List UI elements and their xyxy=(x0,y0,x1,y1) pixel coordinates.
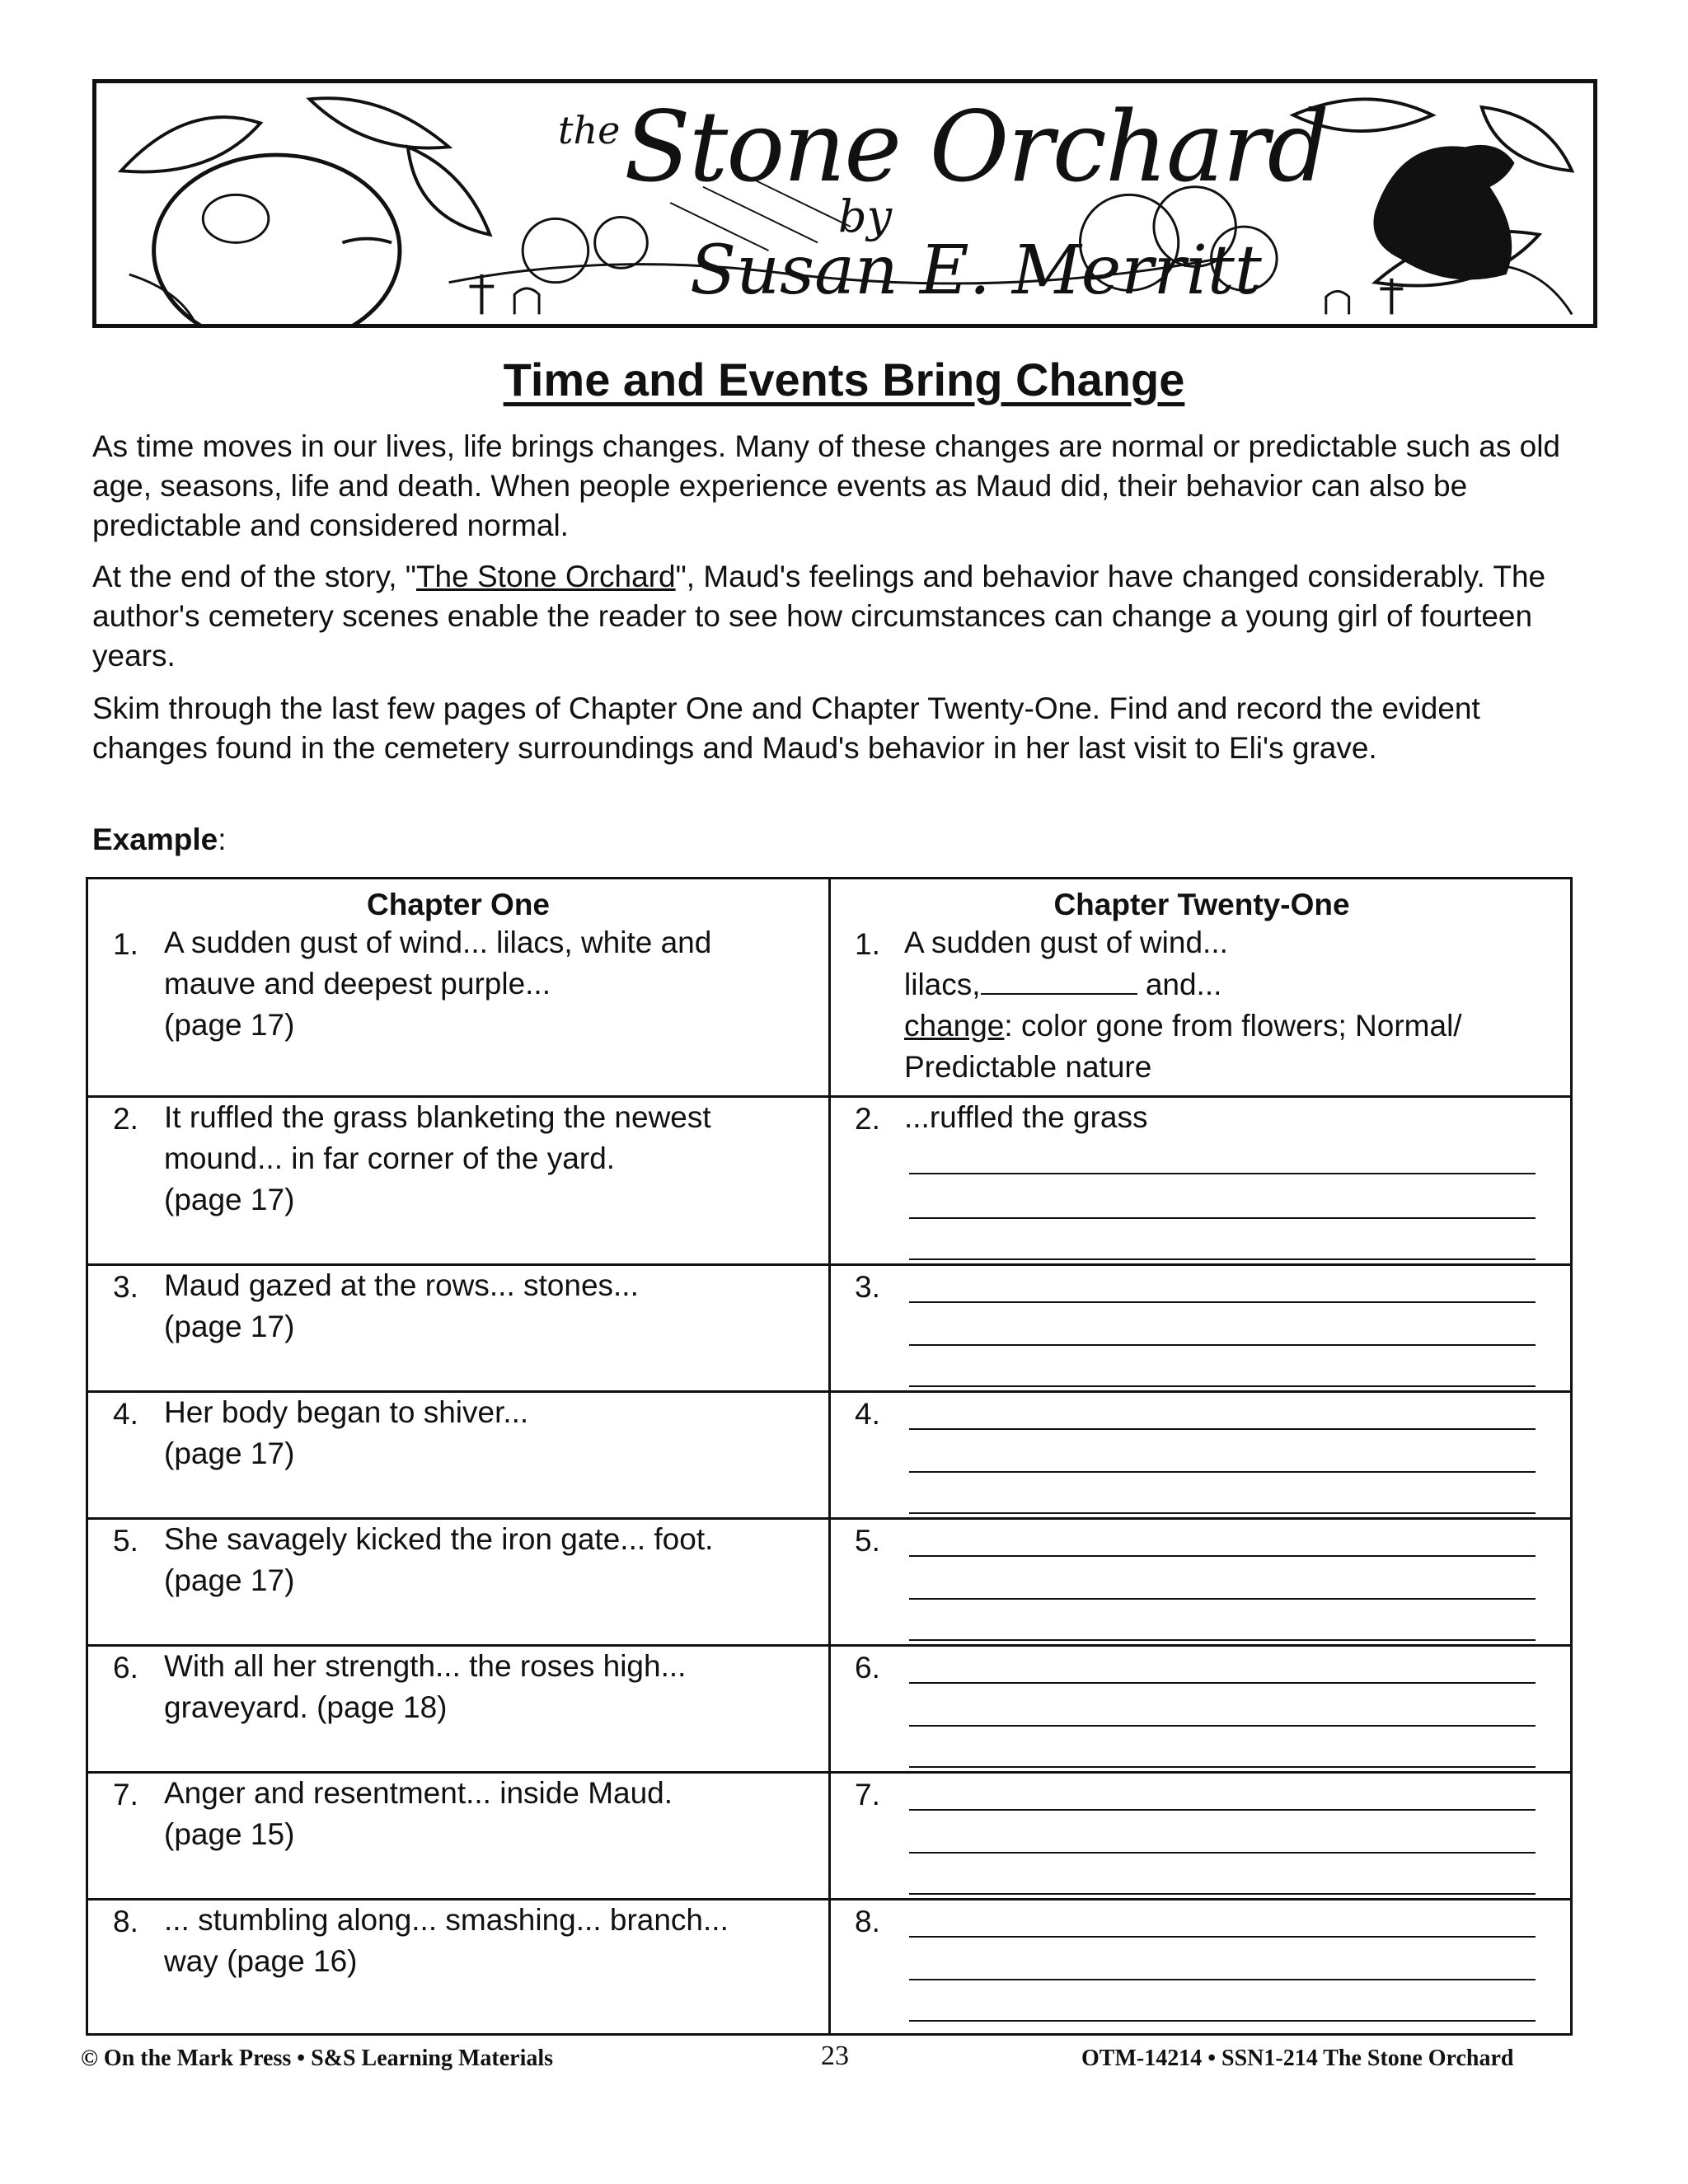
row-number: 7. xyxy=(113,1778,138,1811)
line: Her body began to shiver... xyxy=(164,1395,529,1429)
chapter-one-text xyxy=(164,1097,711,1221)
comparison-table xyxy=(86,877,1573,2036)
answer-line[interactable] xyxy=(909,2020,1536,2022)
footer-publisher: © On the Mark Press • S&S Learning Materials xyxy=(81,2046,554,2071)
lilacs-text: lilacs, xyxy=(904,968,981,1001)
line: way (page 16) xyxy=(164,1944,358,1978)
answer-line[interactable] xyxy=(909,1852,1536,1854)
row-number: 8. xyxy=(113,1905,138,1938)
answer-line[interactable] xyxy=(909,1301,1536,1303)
line: (page 17) xyxy=(164,1183,295,1216)
banner-title: Stone Orchard xyxy=(624,90,1329,204)
row-number: 5. xyxy=(113,1524,138,1558)
story-paragraph xyxy=(92,557,1592,676)
row-number: 5. xyxy=(855,1524,880,1558)
answer-line[interactable] xyxy=(909,1258,1536,1260)
line: She savagely kicked the iron gate... foot. xyxy=(164,1522,714,1556)
line: A sudden gust of wind... lilacs, white and xyxy=(164,926,712,959)
and-text: and... xyxy=(1145,968,1222,1001)
line xyxy=(904,1005,1462,1047)
header-chapter-twenty-one: Chapter Twenty-One xyxy=(1053,888,1350,921)
row-number: 4. xyxy=(855,1397,880,1431)
chapter-one-text xyxy=(164,1265,639,1347)
row-number: 6. xyxy=(855,1651,880,1685)
story-paragraph-after: ", Maud's feelings and behavior have changed considerably. The author's cemetery scenes enable the reader to see how circumstances can change a young girl of fourteen years. xyxy=(92,560,1546,673)
answer-line[interactable] xyxy=(909,1682,1536,1684)
line xyxy=(904,963,1462,1005)
answer-line[interactable] xyxy=(909,1979,1536,1980)
header-chapter-one: Chapter One xyxy=(366,888,551,921)
row-number: 7. xyxy=(855,1778,880,1811)
example-blank[interactable] xyxy=(981,963,1137,995)
line: ... stumbling along... smashing... branch... xyxy=(164,1903,729,1937)
column-divider xyxy=(828,879,831,2033)
chapter-one-text xyxy=(164,1392,528,1474)
chapter-one-text xyxy=(164,1773,673,1855)
banner-author: Susan E. Merritt xyxy=(690,232,1262,310)
row-number: 3. xyxy=(113,1270,138,1304)
row-number: 2. xyxy=(855,1102,880,1136)
page-title: Time and Events Bring Change xyxy=(503,354,1185,405)
answer-line[interactable] xyxy=(909,1725,1536,1727)
line: mound... in far corner of the yard. xyxy=(164,1141,616,1175)
chapter-one-text xyxy=(164,1900,729,1982)
chapter-one-text xyxy=(164,922,711,1046)
line: Maud gazed at the rows... stones... xyxy=(164,1268,639,1302)
line: It ruffled the grass blanketing the newest xyxy=(164,1100,711,1134)
answer-line[interactable] xyxy=(909,1598,1536,1600)
row-number: 8. xyxy=(855,1905,880,1938)
row-number: 2. xyxy=(113,1102,138,1136)
change-text: : color gone from flowers; Normal/ xyxy=(1004,1009,1462,1043)
line: (page 17) xyxy=(164,1008,295,1042)
answer-line[interactable] xyxy=(909,1639,1536,1641)
line: Anger and resentment... inside Maud. xyxy=(164,1776,673,1810)
story-title-link: The Stone Orchard xyxy=(415,560,676,593)
answer-line[interactable] xyxy=(909,1173,1536,1174)
answer-line[interactable] xyxy=(909,1512,1536,1514)
line: Predictable nature xyxy=(904,1050,1152,1084)
line: With all her strength... the roses high... xyxy=(164,1649,687,1683)
example-label-colon: : xyxy=(218,823,227,856)
row-number: 1. xyxy=(855,927,880,961)
answer-line[interactable] xyxy=(909,1428,1536,1430)
line: (page 15) xyxy=(164,1817,295,1851)
answer-line[interactable] xyxy=(909,1217,1536,1219)
intro-paragraph: As time moves in our lives, life brings changes. Many of these changes are normal or predictable such as old age, seasons, life and death. When people experience events as Maud did, their behavior can also be predictable and considered normal. xyxy=(92,429,1561,542)
chapter-one-text xyxy=(164,1646,686,1728)
answer-line[interactable] xyxy=(909,1471,1536,1473)
row-number: 3. xyxy=(855,1270,880,1304)
answer-line[interactable] xyxy=(909,1809,1536,1811)
answer-line[interactable] xyxy=(909,1936,1536,1938)
answer-line[interactable] xyxy=(909,1385,1536,1387)
line: mauve and deepest purple... xyxy=(164,967,551,1001)
line: (page 17) xyxy=(164,1310,295,1343)
chapter-twenty-one-example xyxy=(904,922,1462,1088)
answer-line[interactable] xyxy=(909,1344,1536,1346)
banner-by: by xyxy=(838,190,893,242)
answer-line[interactable] xyxy=(909,1555,1536,1557)
footer-product-code: OTM-14214 • SSN1-214 The Stone Orchard xyxy=(1081,2046,1514,2071)
line: (page 17) xyxy=(164,1436,295,1470)
story-paragraph-before: At the end of the story, " xyxy=(92,560,416,593)
example-label xyxy=(92,823,226,857)
line: graveyard. (page 18) xyxy=(164,1690,448,1724)
answer-line[interactable] xyxy=(909,1766,1536,1768)
line: A sudden gust of wind... xyxy=(904,926,1228,959)
row-number: 6. xyxy=(113,1651,138,1685)
chapter-one-text xyxy=(164,1519,713,1601)
example-label-text: Example xyxy=(92,823,218,856)
line: (page 17) xyxy=(164,1563,295,1597)
banner-the: the xyxy=(558,108,621,152)
page-number: 23 xyxy=(821,2041,849,2071)
row-number: 4. xyxy=(113,1397,138,1431)
title-banner xyxy=(92,79,1597,328)
row-number: 1. xyxy=(113,927,138,961)
ruffled-grass-text: ...ruffled the grass xyxy=(904,1100,1148,1134)
instructions-paragraph: Skim through the last few pages of Chapter One and Chapter Twenty-One. Find and record the evident changes found in the cemetery surroundings and Maud's behavior in her last visit to Eli's grave. xyxy=(92,691,1480,765)
change-label: change xyxy=(904,1009,1005,1043)
answer-line[interactable] xyxy=(909,1893,1536,1895)
